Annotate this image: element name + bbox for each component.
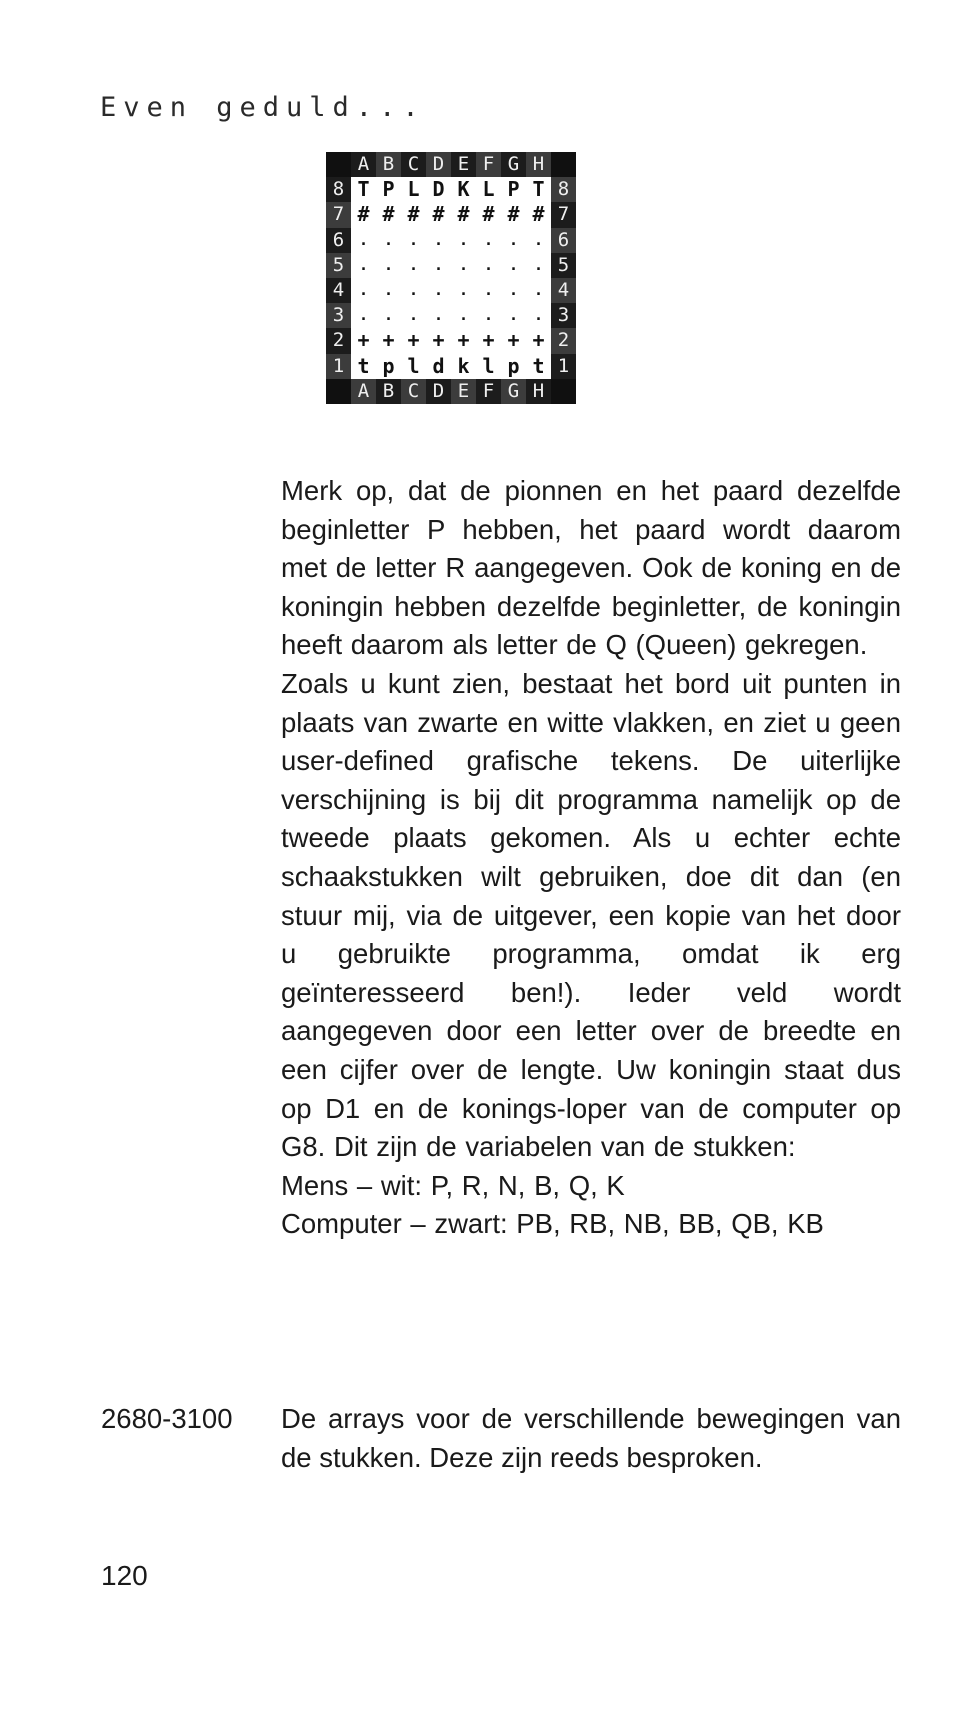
board-square: . xyxy=(451,303,476,328)
paragraph: Merk op, dat de pionnen en het paard dezelfde beginletter P hebben, het paard wordt daarom met de letter R aangegeven. Ook de koning en de koningin hebben dezelfde beginletter, de koningin heeft daarom als letter de Q (Queen) gekregen. xyxy=(281,475,901,661)
board-square: . xyxy=(526,303,551,328)
board-square: P xyxy=(501,177,526,202)
board-square: # xyxy=(526,202,551,227)
board-square: . xyxy=(426,278,451,303)
board-coordinate-label: 3 xyxy=(551,303,576,328)
board-coordinate-label: A xyxy=(351,379,376,404)
paragraph: Zoals u kunt zien, bestaat het bord uit punten in plaats van zwarte en witte vlakken, en ziet u geen user-defined grafische tekens. De uiterlijke verschijning is bij dit programma namelijk op de tweede plaats gekomen. Als u echter echte schaakstukken wilt gebruiken, doe dit dan (en stuur mij, via de uitgever, een kopie van het door u gebruikte programma, omdat ik erg geïnteresseerd ben!). Ieder veld wordt aangegeven door een letter over de breedte en een cijfer over de lengte. Uw koningin staat dus op D1 en de konings-loper van de computer op G8. Dit zijn de variabelen van de stukken: xyxy=(281,667,901,1163)
board-square: + xyxy=(501,328,526,353)
board-coordinate-label: 4 xyxy=(326,278,351,303)
board-square: . xyxy=(476,228,501,253)
board-coordinate-label: C xyxy=(401,379,426,404)
board-coordinate-label: 2 xyxy=(326,328,351,353)
board-coordinate-label: 8 xyxy=(551,177,576,202)
board-square: T xyxy=(351,177,376,202)
board-coordinate-label: 4 xyxy=(551,278,576,303)
board-square: # xyxy=(376,202,401,227)
board-coordinate-label: 8 xyxy=(326,177,351,202)
board-square: . xyxy=(501,303,526,328)
board-square: . xyxy=(401,253,426,278)
board-square: . xyxy=(351,253,376,278)
board-coordinate-label: D xyxy=(426,152,451,177)
board-coordinate-label: H xyxy=(526,152,551,177)
board-square: . xyxy=(376,278,401,303)
chess-board-screen xyxy=(326,152,576,404)
board-square: . xyxy=(376,303,401,328)
board-square: . xyxy=(476,253,501,278)
board-square: . xyxy=(476,278,501,303)
board-square: . xyxy=(451,253,476,278)
board-coordinate-label: 5 xyxy=(551,253,576,278)
board-square: + xyxy=(401,328,426,353)
board-coordinate-label: B xyxy=(376,152,401,177)
board-square: . xyxy=(501,228,526,253)
board-coordinate-label: 3 xyxy=(326,303,351,328)
board-square: t xyxy=(526,354,551,379)
board-coordinate-label: H xyxy=(526,379,551,404)
board-coordinate-label: G xyxy=(501,152,526,177)
board-square: + xyxy=(451,328,476,353)
board-square: + xyxy=(526,328,551,353)
pieces-human: Mens – wit: P, R, N, B, Q, K xyxy=(281,1169,625,1201)
board-square: # xyxy=(501,202,526,227)
board-coordinate-label: 6 xyxy=(551,228,576,253)
board-coordinate-label: 1 xyxy=(551,354,576,379)
screen-caption: Even geduld... xyxy=(100,92,426,123)
pieces-computer: Computer – zwart: PB, RB, NB, BB, QB, KB xyxy=(281,1208,824,1240)
board-square: . xyxy=(351,228,376,253)
board-square: . xyxy=(401,228,426,253)
board-square: . xyxy=(451,228,476,253)
board-coordinate-label: 6 xyxy=(326,228,351,253)
board-square: d xyxy=(426,354,451,379)
board-coordinate-label: G xyxy=(501,379,526,404)
board-square: . xyxy=(501,253,526,278)
board-coordinate-label: F xyxy=(476,152,501,177)
board-square: # xyxy=(476,202,501,227)
board-square: . xyxy=(526,253,551,278)
board-coordinate-label: F xyxy=(476,379,501,404)
board-square: . xyxy=(426,303,451,328)
board-square: . xyxy=(451,278,476,303)
board-square: L xyxy=(401,177,426,202)
board-coordinate-label: E xyxy=(451,152,476,177)
board-square: l xyxy=(401,354,426,379)
board-square: # xyxy=(426,202,451,227)
board-square: . xyxy=(501,278,526,303)
board-square: + xyxy=(426,328,451,353)
board-square: # xyxy=(451,202,476,227)
board-coordinate-label: 2 xyxy=(551,328,576,353)
board-coordinate-label: E xyxy=(451,379,476,404)
board-square: L xyxy=(476,177,501,202)
board-coordinate-label: D xyxy=(426,379,451,404)
board-square: + xyxy=(351,328,376,353)
board-square: . xyxy=(526,278,551,303)
board-square: . xyxy=(426,228,451,253)
board-square: . xyxy=(401,278,426,303)
board-coordinate-label: 5 xyxy=(326,253,351,278)
line-range-description: De arrays voor de verschillende bewegingen van de stukken. Deze zijn reeds besproken. xyxy=(281,1403,901,1473)
board-square: + xyxy=(376,328,401,353)
board-square: T xyxy=(526,177,551,202)
body-text xyxy=(281,472,901,1244)
board-square: p xyxy=(376,354,401,379)
line-range-label: 2680-3100 xyxy=(101,1403,233,1434)
board-square: P xyxy=(376,177,401,202)
board-square: p xyxy=(501,354,526,379)
board-square: . xyxy=(401,303,426,328)
board-square: + xyxy=(476,328,501,353)
board-coordinate-label: 7 xyxy=(551,202,576,227)
board-coordinate-label: B xyxy=(376,379,401,404)
board-square: # xyxy=(351,202,376,227)
board-coordinate-label: 7 xyxy=(326,202,351,227)
board-square: . xyxy=(526,228,551,253)
board-square: . xyxy=(351,303,376,328)
board-square: t xyxy=(351,354,376,379)
board-square: . xyxy=(476,303,501,328)
board-square: K xyxy=(451,177,476,202)
board-square: . xyxy=(376,228,401,253)
page-number: 120 xyxy=(101,1560,148,1591)
board-coordinate-label: 1 xyxy=(326,354,351,379)
board-square: # xyxy=(401,202,426,227)
board-square: . xyxy=(376,253,401,278)
board-square: k xyxy=(451,354,476,379)
board-square: D xyxy=(426,177,451,202)
board-square: l xyxy=(476,354,501,379)
board-coordinate-label: C xyxy=(401,152,426,177)
board-square: . xyxy=(351,278,376,303)
board-coordinate-label: A xyxy=(351,152,376,177)
board-square: . xyxy=(426,253,451,278)
